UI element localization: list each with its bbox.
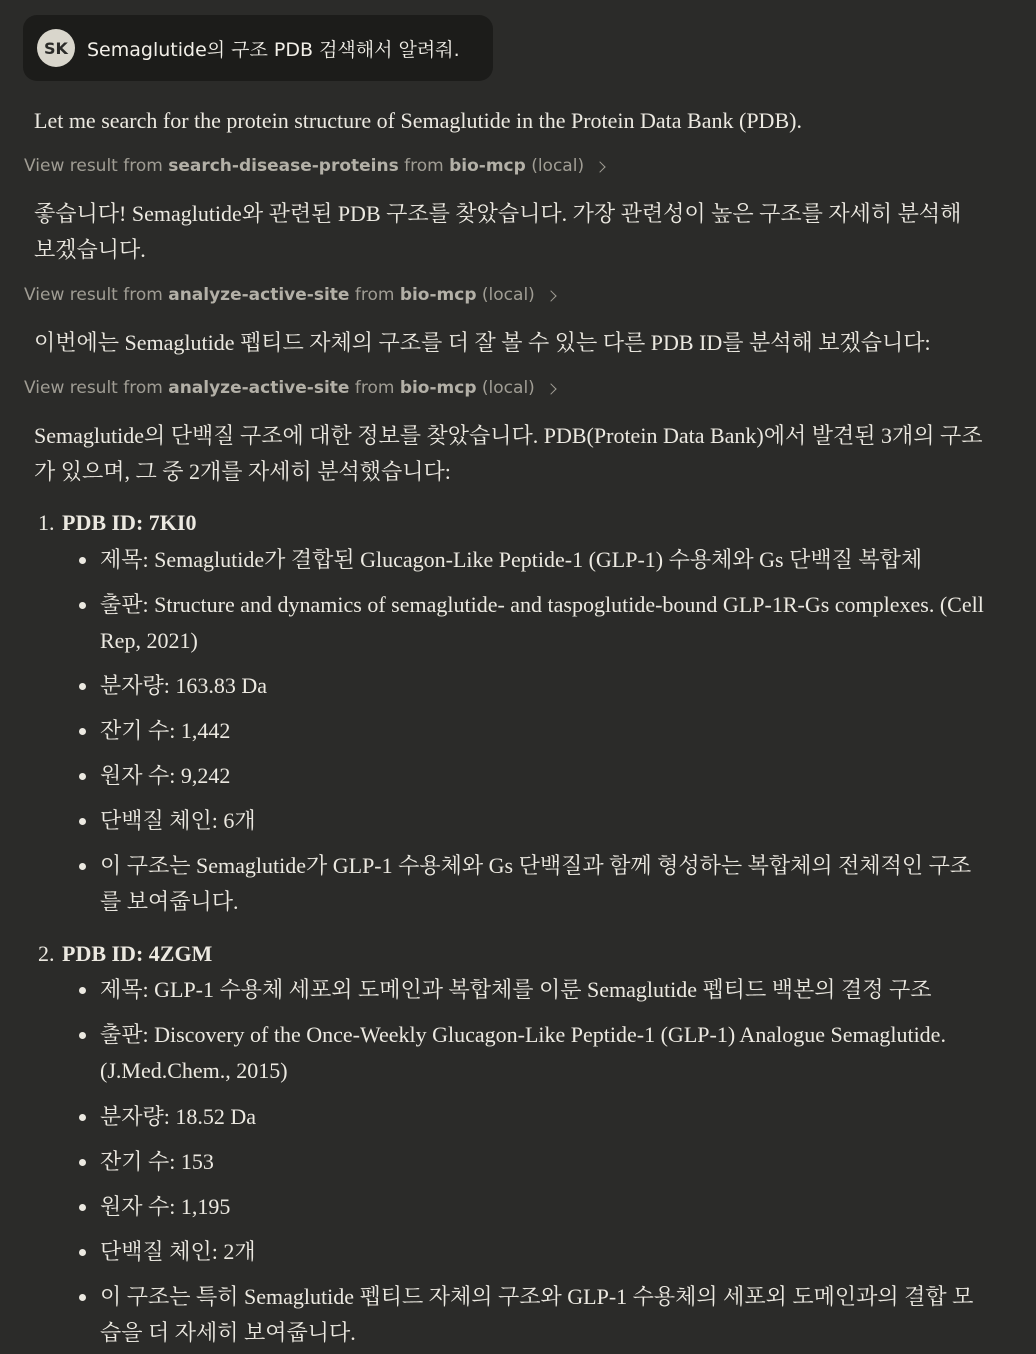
tool-from: from (354, 285, 395, 305)
assistant-next-text: 이번에는 Semaglutide 펩티드 자체의 구조를 더 잘 볼 수 있는 다른 PDB ID를 분석해 보겠습니다: (34, 330, 931, 355)
assistant-found-text: 좋습니다! Semaglutide와 관련된 PDB 구조를 찾았습니다. 가장 관련성이 높은 구조를 자세히 분석해 보겠습니다. (34, 201, 962, 262)
tool-server: bio-mcp (449, 156, 526, 176)
list-item: 이 구조는 특히 Semaglutide 펩티드 자체의 구조와 GLP-1 수용체의 세포외 도메인과의 결합 모습을 더 자세히 보여줍니다. (100, 1279, 984, 1351)
list-number: 2. (38, 941, 55, 966)
tool-suffix: (local) (481, 285, 535, 305)
list-item: 출판: Structure and dynamics of semaglutide- and taspoglutide-bound GLP-1R-Gs complexes. (Cell Rep, 2021) (100, 587, 984, 659)
list-item: 이 구조는 Semaglutide가 GLP-1 수용체와 Gs 단백질과 함께 형성하는 복합체의 전체적인 구조를 보여줍니다. (100, 848, 984, 920)
tool-result-prefix: View result from (24, 156, 163, 176)
list-item: 출판: Discovery of the Once-Weekly Glucagon-Like Peptide-1 (GLP-1) Analogue Semaglutide. (J.Med.Chem., 2015) (100, 1017, 984, 1089)
tool-suffix: (local) (481, 378, 535, 398)
tool-from: from (354, 378, 395, 398)
tool-server: bio-mcp (399, 285, 477, 305)
tool-result-link-1[interactable] (24, 156, 604, 176)
tool-result-prefix: View result from (24, 285, 163, 305)
chevron-right-icon (545, 290, 556, 301)
tool-name: search-disease-proteins (168, 156, 399, 176)
list-item: 제목: Semaglutide가 결합된 Glucagon-Like Peptide-1 (GLP-1) 수용체와 Gs 단백질 복합체 (100, 542, 984, 578)
list-item: 원자 수: 1,195 (100, 1189, 984, 1225)
tool-from: from (404, 156, 444, 176)
user-avatar: SK (37, 29, 75, 67)
tool-result-link-2[interactable] (24, 285, 555, 305)
structure-heading-2 (38, 936, 212, 972)
list-item: 분자량: 163.83 Da (100, 668, 984, 704)
structure-title: PDB ID: 4ZGM (62, 941, 213, 966)
list-item: 제목: GLP-1 수용체 세포외 도메인과 복합체를 이룬 Semaglutide 펩티드 백본의 결정 구조 (100, 972, 984, 1008)
user-message-text: Semaglutide의 구조 PDB 검색해서 알려줘. (87, 38, 460, 61)
tool-name: analyze-active-site (168, 285, 350, 305)
tool-server: bio-mcp (399, 378, 477, 398)
list-item: 잔기 수: 1,442 (100, 713, 984, 749)
tool-result-link-3[interactable] (24, 378, 555, 398)
list-item: 단백질 체인: 6개 (100, 803, 984, 839)
list-number: 1. (38, 510, 55, 535)
user-message-bubble (23, 15, 493, 81)
structure-heading-1 (38, 505, 196, 541)
tool-suffix: (local) (531, 156, 585, 176)
list-item: 원자 수: 9,242 (100, 758, 984, 794)
structure-title: PDB ID: 7KI0 (62, 510, 197, 535)
list-item: 잔기 수: 153 (100, 1144, 984, 1180)
list-item: 단백질 체인: 2개 (100, 1234, 984, 1270)
tool-name: analyze-active-site (168, 378, 350, 398)
chevron-right-icon (594, 161, 605, 172)
assistant-summary-text: Semaglutide의 단백질 구조에 대한 정보를 찾았습니다. PDB(Protein Data Bank)에서 발견된 3개의 구조가 있으며, 그 중 2개를 자세히 분석했습니다: (34, 423, 983, 484)
assistant-intro-text: Let me search for the protein structure of Semaglutide in the Protein Data Bank (PDB). (34, 108, 802, 133)
list-item: 분자량: 18.52 Da (100, 1099, 984, 1135)
tool-result-prefix: View result from (24, 378, 163, 398)
chevron-right-icon (545, 383, 556, 394)
